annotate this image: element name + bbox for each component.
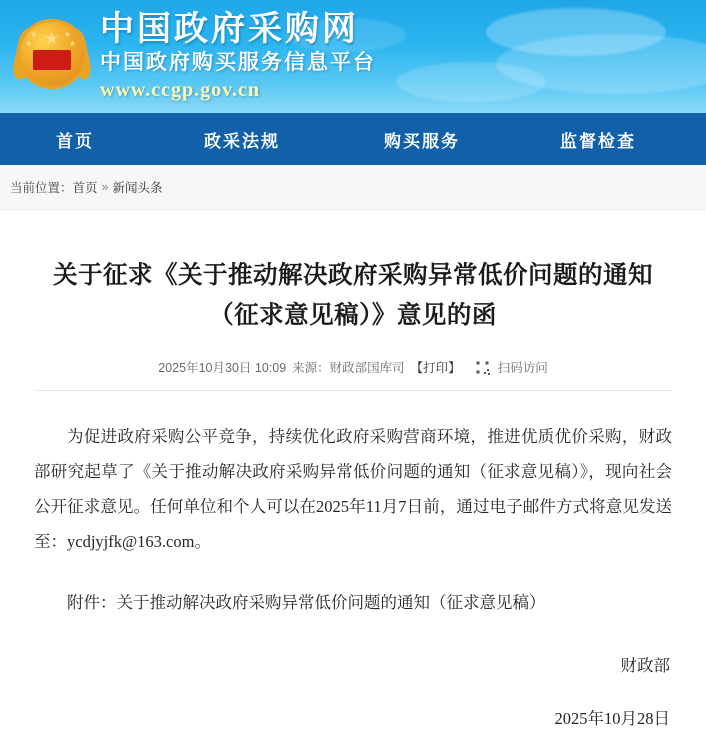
article-date: 2025年10月30日 10:09 — [158, 361, 287, 375]
breadcrumb-separator-icon: » — [101, 180, 109, 194]
qr-scan-label: 扫码访问 — [497, 361, 548, 375]
article-source: 来源：财政部国库司 — [292, 361, 405, 375]
emblem-star-large: ★ — [44, 29, 60, 48]
cloud-decoration — [396, 62, 546, 102]
main-navigation — [0, 113, 706, 165]
breadcrumb-prefix: 当前位置： — [10, 181, 73, 195]
page-title: 关于征求《关于推动解决政府采购异常低价问题的通知（征求意见稿）》意见的函 — [53, 262, 653, 329]
emblem-star-small: ★ — [64, 30, 72, 39]
print-button[interactable]: 【打印】 — [410, 361, 461, 375]
nav-item-regulations[interactable]: 政采法规 — [204, 131, 280, 151]
article-meta — [34, 358, 672, 376]
site-title-url: www.ccgp.gov.cn — [100, 79, 260, 101]
article-container — [0, 210, 706, 736]
breadcrumb — [0, 165, 706, 210]
article-signature-date: 2025年10月28日 — [554, 709, 670, 728]
article-paragraph: 为促进政府采购公平竞争，持续优化政府采购营商环境，推进优质优价采购，财政部研究起草了《关于推动解决政府采购异常低价问题的通知（征求意见稿）》，现向社会公开征求意见。任何单位和个人可以在2025年11月7日前，通过电子邮件方式将意见发送至：ycdjyjfk@163.com。 — [34, 427, 672, 551]
nav-item-home[interactable]: 首页 — [56, 131, 94, 151]
breadcrumb-item-current: 新闻头条 — [112, 181, 163, 195]
emblem-star-small: ★ — [25, 39, 33, 48]
national-emblem-icon — [14, 16, 90, 92]
emblem-gate — [33, 50, 71, 70]
site-banner — [0, 0, 706, 113]
site-title-block — [100, 10, 376, 102]
site-title-main: 中国政府采购网 — [100, 10, 359, 48]
nav-item-purchase-services[interactable]: 购买服务 — [384, 131, 460, 151]
nav-item-supervision[interactable]: 监督检查 — [560, 131, 636, 151]
article-attachment-line: 附件：关于推动解决政府采购异常低价问题的通知（征求意见稿） — [67, 593, 546, 612]
article-signature: 财政部 — [620, 656, 670, 675]
emblem-star-small: ★ — [30, 30, 38, 39]
article-body — [34, 391, 672, 736]
site-title-sub: 中国政府购买服务信息平台 — [100, 51, 376, 74]
emblem-star-small: ★ — [69, 39, 77, 48]
qr-code-icon[interactable] — [475, 360, 490, 375]
breadcrumb-item-home[interactable]: 首页 — [72, 181, 98, 195]
